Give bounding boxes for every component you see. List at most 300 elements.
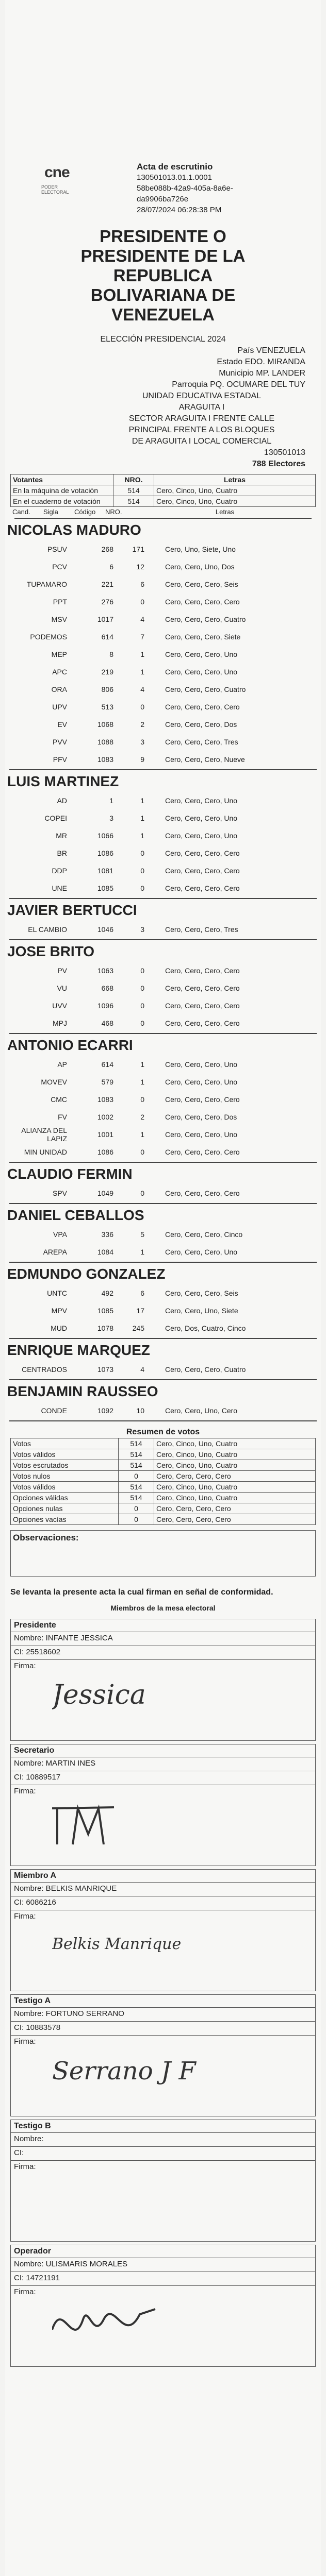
firma-label: Firma: — [14, 2037, 36, 2046]
resumen-title: Resumen de votos — [126, 1428, 200, 1436]
party-votes-letters: Cero, Cero, Cero, Cuatro — [165, 615, 246, 623]
table-cell: Votos válidos — [11, 1482, 119, 1493]
candidate-name: EDMUNDO GONZALEZ — [7, 1266, 166, 1282]
party-row — [5, 1226, 321, 1243]
party-votes: 0 — [140, 867, 144, 875]
closing-text: Se levanta la presente acta la cual firman en señal de conformidad. — [10, 1588, 273, 1597]
acta-paper — [5, 0, 321, 2576]
party-votes: 0 — [140, 1002, 144, 1010]
table-cell: 514 — [113, 496, 154, 507]
party-votes: 3 — [140, 925, 144, 934]
party-sigla: MR — [56, 832, 67, 840]
party-sigla: AREPA — [43, 1248, 67, 1256]
candidate-name: JAVIER BERTUCCI — [7, 902, 137, 918]
member-name: Nombre: BELKIS MANRIQUE — [11, 1883, 315, 1896]
divider — [9, 1420, 317, 1421]
party-votes-letters: Cero, Cero, Cero, Cero — [165, 967, 240, 975]
firma-label: Firma: — [14, 2162, 36, 2171]
votantes-table — [10, 474, 316, 507]
party-votes: 17 — [136, 1307, 144, 1315]
svg-text:Jessica: Jessica — [52, 1680, 146, 1710]
acta-header — [5, 14, 321, 354]
party-sigla: ALIANZA DEL LAPIZ — [21, 1126, 67, 1143]
candidate-name: BENJAMIN RAUSSEO — [7, 1383, 158, 1399]
candidate-name: LUIS MARTINEZ — [7, 773, 119, 789]
member-block — [10, 2120, 316, 2242]
column-header-row — [10, 507, 316, 517]
candidate-block — [5, 1383, 321, 1421]
party-sigla: AD — [57, 796, 67, 805]
table-cell: En la máquina de votación — [11, 485, 113, 496]
candidate-block — [5, 773, 321, 899]
member-ci: CI: 10889517 — [11, 1771, 315, 1785]
party-votes-letters: Cero, Cero, Cero, Cero — [165, 1148, 240, 1156]
party-sigla: VPA — [53, 1230, 67, 1239]
table-cell: Votos válidos — [11, 1449, 119, 1460]
party-row — [5, 879, 321, 897]
member-role: Testigo B — [11, 2120, 315, 2133]
party-votes-letters: Cero, Cero, Cero, Uno — [165, 814, 238, 822]
members-section — [5, 1619, 321, 2367]
party-code: 1068 — [97, 720, 113, 728]
party-code: 8 — [109, 650, 113, 658]
party-sigla: MPJ — [53, 1019, 67, 1027]
divider — [9, 1338, 317, 1339]
party-votes: 0 — [140, 984, 144, 992]
party-sigla: CENTRADOS — [22, 1365, 67, 1374]
table-row — [11, 1482, 316, 1493]
party-votes: 0 — [140, 1189, 144, 1197]
party-row — [5, 681, 321, 698]
candidate-name: JOSE BRITO — [7, 943, 95, 959]
party-code: 1081 — [97, 867, 113, 875]
member-name: Nombre: MARTIN INES — [11, 1757, 315, 1771]
party-votes: 2 — [140, 1113, 144, 1121]
party-votes-letters: Cero, Cero, Cero, Dos — [165, 1113, 237, 1121]
centro-name — [5, 391, 321, 447]
party-votes-letters: Cero, Cero, Cero, Uno — [165, 1130, 238, 1139]
party-votes-letters: Cero, Cero, Cero, Cero — [165, 1019, 240, 1027]
divider — [9, 1379, 317, 1380]
member-name: Nombre: ULISMARIS MORALES — [11, 2258, 315, 2272]
party-votes: 171 — [132, 545, 144, 553]
party-votes: 0 — [140, 1148, 144, 1156]
party-sigla: BR — [57, 849, 67, 857]
party-votes: 0 — [140, 598, 144, 606]
party-row — [5, 1091, 321, 1108]
divider — [9, 1033, 317, 1034]
party-votes-letters: Cero, Cero, Cero, Cero — [165, 1002, 240, 1010]
party-code: 513 — [101, 703, 113, 711]
party-votes-letters: Cero, Cero, Cero, Cuatro — [165, 1365, 246, 1374]
svg-text:Belkis Manrique: Belkis Manrique — [52, 1935, 182, 1953]
observaciones-label: Observaciones: — [13, 1533, 79, 1543]
resumen-table — [10, 1438, 316, 1525]
party-sigla: MPV — [51, 1307, 67, 1315]
signature-box — [11, 2161, 315, 2241]
centro-line: SECTOR ARAGUITA I FRENTE CALLE — [128, 414, 275, 423]
acta-id-block — [137, 161, 307, 215]
party-row — [5, 1243, 321, 1261]
party-votes-letters: Cero, Cero, Cero, Uno — [165, 1248, 238, 1256]
member-ci: CI: 6086216 — [11, 1896, 315, 1910]
party-votes: 4 — [140, 615, 144, 623]
party-row — [5, 809, 321, 827]
table-cell: Votos — [11, 1438, 119, 1449]
table-row — [11, 496, 316, 507]
logo-text: cne — [44, 164, 70, 181]
member-role: Presidente — [11, 1619, 315, 1632]
member-role: Operador — [11, 2245, 315, 2258]
party-sigla: UPV — [52, 703, 67, 711]
party-votes-letters: Cero, Cero, Cero, Cero — [165, 1189, 240, 1197]
party-row — [5, 663, 321, 681]
party-code: 614 — [101, 633, 113, 641]
party-sigla: MIN UNIDAD — [24, 1148, 67, 1156]
party-sigla: PFV — [53, 755, 67, 764]
party-sigla: PODEMOS — [30, 633, 67, 641]
member-block — [10, 1619, 316, 1741]
table-cell: Cero, Cero, Cero, Cero — [154, 1471, 316, 1482]
party-code: 614 — [101, 1060, 113, 1069]
party-code: 3 — [109, 814, 113, 822]
municipio: Municipio MP. LANDER — [219, 369, 305, 378]
firma-label: Firma: — [14, 1912, 36, 1921]
table-header: Letras — [154, 474, 316, 485]
table-cell: Cero, Cinco, Uno, Cuatro — [154, 1438, 316, 1449]
table-row — [11, 1503, 316, 1514]
party-row — [5, 540, 321, 558]
centro-line: DE ARAGUITA I LOCAL COMERCIAL — [132, 437, 272, 446]
party-row — [5, 1056, 321, 1073]
signature-box — [11, 1785, 315, 1866]
pais: País VENEZUELA — [237, 346, 305, 355]
party-sigla: COPEI — [44, 814, 67, 822]
party-sigla: AP — [57, 1060, 67, 1069]
firma-label: Firma: — [14, 1787, 36, 1795]
acta-code-line: 130501013.01.1.0001 — [137, 173, 212, 182]
signature-box — [11, 2286, 315, 2366]
candidate-name: CLAUDIO FERMIN — [7, 1166, 133, 1182]
party-votes-letters: Cero, Uno, Siete, Uno — [165, 545, 236, 553]
party-votes: 12 — [136, 563, 144, 571]
party-sigla: MUD — [51, 1324, 67, 1332]
party-code: 276 — [101, 598, 113, 606]
resumen-section — [5, 1427, 321, 1614]
party-sigla: APC — [52, 668, 67, 676]
candidate-name: NICOLAS MADURO — [7, 522, 141, 538]
acta-code-line: da9906ba726e — [137, 195, 189, 204]
party-row — [5, 827, 321, 844]
party-row — [5, 733, 321, 751]
centro-line: UNIDAD EDUCATIVA ESTADAL — [142, 392, 262, 400]
party-votes-letters: Cero, Cero, Uno, Dos — [165, 563, 235, 571]
party-row — [5, 558, 321, 575]
party-votes: 1 — [140, 650, 144, 658]
party-votes: 6 — [140, 580, 144, 588]
signature-box — [11, 1910, 315, 1991]
table-cell: 0 — [119, 1471, 154, 1482]
party-row — [5, 1014, 321, 1032]
party-votes: 1 — [140, 832, 144, 840]
party-sigla: CONDE — [41, 1406, 67, 1415]
party-row — [5, 1319, 321, 1337]
party-votes: 0 — [140, 884, 144, 892]
party-votes-letters: Cero, Cero, Cero, Cuatro — [165, 685, 246, 693]
party-sigla: CMC — [51, 1095, 67, 1104]
col-header: NRO. — [105, 508, 122, 516]
party-row — [5, 1143, 321, 1161]
party-sigla: PV — [57, 967, 67, 975]
table-cell: 514 — [119, 1449, 154, 1460]
party-row — [5, 792, 321, 809]
estado: Estado EDO. MIRANDA — [217, 358, 305, 366]
table-cell: Cero, Cinco, Uno, Cuatro — [154, 1449, 316, 1460]
party-code: 1086 — [97, 1148, 113, 1156]
party-code: 1066 — [97, 832, 113, 840]
member-ci: CI: 25518602 — [11, 1646, 315, 1660]
table-cell: 514 — [119, 1460, 154, 1471]
table-cell: Cero, Cinco, Uno, Cuatro — [154, 1493, 316, 1503]
party-votes-letters: Cero, Cero, Cero, Nueve — [165, 755, 245, 764]
party-code: 1001 — [97, 1130, 113, 1139]
mesa-title: Miembros de la mesa electoral — [110, 1604, 216, 1612]
signature-box — [11, 1660, 315, 1740]
party-votes: 1 — [140, 1060, 144, 1069]
party-row — [5, 1302, 321, 1319]
party-sigla: DDP — [52, 867, 67, 875]
party-code: 1049 — [97, 1189, 113, 1197]
party-votes-letters: Cero, Cero, Cero, Seis — [165, 580, 238, 588]
party-code: 1085 — [97, 1307, 113, 1315]
member-name: Nombre: FORTUNO SERRANO — [11, 2008, 315, 2022]
party-code: 1073 — [97, 1365, 113, 1374]
divider — [9, 1262, 317, 1263]
party-code: 806 — [101, 685, 113, 693]
acta-timestamp: 28/07/2024 06:28:38 PM — [137, 206, 222, 214]
member-role: Miembro A — [11, 1870, 315, 1883]
party-row — [5, 844, 321, 862]
party-sigla: MEP — [51, 650, 67, 658]
candidate-block — [5, 1207, 321, 1263]
party-votes-letters: Cero, Cero, Cero, Cero — [165, 867, 240, 875]
party-code: 492 — [101, 1289, 113, 1297]
party-votes-letters: Cero, Cero, Cero, Siete — [165, 633, 241, 641]
candidate-block — [5, 943, 321, 1034]
member-block — [10, 1994, 316, 2116]
party-code: 1 — [109, 796, 113, 805]
party-row — [5, 698, 321, 716]
party-row — [5, 1402, 321, 1419]
title-line: BOLIVARIANA DE — [90, 285, 236, 304]
table-row — [11, 1438, 316, 1449]
party-row — [5, 1284, 321, 1302]
party-code: 221 — [101, 580, 113, 588]
party-votes-letters: Cero, Cero, Cero, Cero — [165, 1095, 240, 1104]
party-row — [5, 1126, 321, 1143]
table-cell: Opciones vacías — [11, 1514, 119, 1525]
party-sigla: FV — [58, 1113, 67, 1121]
election-name: ELECCIÓN PRESIDENCIAL 2024 — [100, 335, 226, 344]
party-row — [5, 997, 321, 1014]
party-votes: 1 — [140, 1078, 144, 1086]
party-votes-letters: Cero, Cero, Cero, Uno — [165, 832, 238, 840]
candidate-block — [5, 1166, 321, 1204]
party-votes-letters: Cero, Cero, Cero, Tres — [165, 738, 238, 746]
candidate-block — [5, 1342, 321, 1380]
party-row — [5, 962, 321, 979]
party-sigla: MSV — [51, 615, 67, 623]
votantes-section — [5, 474, 321, 519]
party-code: 1083 — [97, 755, 113, 764]
table-row — [11, 1514, 316, 1525]
party-code: 219 — [101, 668, 113, 676]
candidate-name: DANIEL CEBALLOS — [7, 1207, 144, 1223]
party-code: 1083 — [97, 1095, 113, 1104]
member-name: Nombre: INFANTE JESSICA — [11, 1632, 315, 1646]
centro-code: 130501013 — [264, 448, 305, 457]
party-votes: 3 — [140, 738, 144, 746]
election-title — [5, 227, 321, 325]
col-header: Letras — [215, 508, 235, 516]
candidate-name: ANTONIO ECARRI — [7, 1037, 133, 1053]
top-margin — [5, 0, 321, 14]
candidate-name: ENRIQUE MARQUEZ — [7, 1342, 150, 1358]
party-votes: 1 — [140, 1130, 144, 1139]
table-cell: 0 — [119, 1503, 154, 1514]
table-cell: 514 — [119, 1438, 154, 1449]
party-votes: 0 — [140, 849, 144, 857]
party-votes-letters: Cero, Cero, Cero, Uno — [165, 1078, 238, 1086]
divider — [9, 898, 317, 899]
party-votes: 7 — [140, 633, 144, 641]
party-votes-letters: Cero, Cero, Cero, Cero — [165, 984, 240, 992]
party-votes: 1 — [140, 668, 144, 676]
party-code: 1046 — [97, 925, 113, 934]
title-line: REPUBLICA — [113, 266, 213, 285]
party-sigla: PCV — [52, 563, 67, 571]
candidate-block — [5, 522, 321, 770]
party-sigla: PVV — [52, 738, 67, 746]
title-line: PRESIDENTE O — [100, 227, 226, 246]
party-code: 579 — [101, 1078, 113, 1086]
signature-box — [11, 2036, 315, 2116]
party-row — [5, 646, 321, 663]
party-row — [5, 862, 321, 879]
member-block — [10, 1744, 316, 1866]
party-code: 468 — [101, 1019, 113, 1027]
acta-code-line: 58be088b-42a9-405a-8a6e- — [137, 184, 233, 193]
firma-label: Firma: — [14, 2287, 36, 2296]
party-votes-letters: Cero, Cero, Cero, Cero — [165, 598, 240, 606]
col-header: Código — [74, 508, 96, 516]
party-row — [5, 716, 321, 733]
party-votes: 2 — [140, 720, 144, 728]
table-row — [11, 1460, 316, 1471]
member-role: Secretario — [11, 1744, 315, 1757]
party-sigla: TUPAMARO — [26, 580, 67, 588]
divider — [14, 518, 312, 519]
divider — [9, 1203, 317, 1204]
party-code: 1088 — [97, 738, 113, 746]
table-cell: Cero, Cinco, Uno, Cuatro — [154, 1460, 316, 1471]
table-cell: Opciones válidas — [11, 1493, 119, 1503]
member-ci: CI: — [11, 2147, 315, 2161]
party-votes: 1 — [140, 814, 144, 822]
candidate-block — [5, 1266, 321, 1339]
party-votes: 5 — [140, 1230, 144, 1239]
member-ci: CI: 14721191 — [11, 2272, 315, 2286]
table-row — [11, 1493, 316, 1503]
party-votes-letters: Cero, Cero, Cero, Uno — [165, 668, 238, 676]
table-cell: Cero, Cinco, Uno, Cuatro — [154, 496, 316, 507]
table-row — [11, 485, 316, 496]
electores-count: 788 Electores — [252, 460, 305, 468]
party-code: 6 — [109, 563, 113, 571]
divider — [9, 939, 317, 940]
title-line: VENEZUELA — [111, 305, 215, 324]
firma-label: Firma: — [14, 1662, 36, 1670]
party-votes: 1 — [140, 796, 144, 805]
member-block — [10, 1869, 316, 1991]
table-header: NRO. — [113, 474, 154, 485]
party-code: 1063 — [97, 967, 113, 975]
candidate-block — [5, 902, 321, 940]
table-cell: Cero, Cero, Cero, Cero — [154, 1514, 316, 1525]
table-cell: 514 — [119, 1493, 154, 1503]
table-cell: Cero, Cinco, Uno, Cuatro — [154, 1482, 316, 1493]
party-row — [5, 593, 321, 611]
party-sigla: PSUV — [47, 545, 67, 553]
party-votes: 0 — [140, 967, 144, 975]
party-row — [5, 1361, 321, 1378]
centro-line: PRINCIPAL FRENTE A LOS BLOQUES — [128, 426, 275, 434]
party-sigla: EL CAMBIO — [28, 925, 67, 934]
party-row — [5, 751, 321, 768]
party-votes: 0 — [140, 1095, 144, 1104]
cne-logo — [41, 164, 83, 195]
acta-label: Acta de escrutinio — [137, 162, 213, 172]
party-code: 1084 — [97, 1248, 113, 1256]
centro-line: ARAGUITA I — [178, 403, 225, 412]
party-votes-letters: Cero, Cero, Cero, Cero — [165, 703, 240, 711]
party-votes: 1 — [140, 1248, 144, 1256]
party-row — [5, 1184, 321, 1202]
table-cell: Cero, Cero, Cero, Cero — [154, 1503, 316, 1514]
party-votes-letters: Cero, Cero, Cero, Uno — [165, 796, 238, 805]
party-votes: 4 — [140, 1365, 144, 1374]
divider — [9, 769, 317, 770]
party-votes: 10 — [136, 1406, 144, 1415]
party-votes-letters: Cero, Cero, Cero, Uno — [165, 1060, 238, 1069]
logo-subtitle: PODER ELECTORAL — [41, 184, 69, 195]
party-votes-letters: Cero, Cero, Cero, Cinco — [165, 1230, 243, 1239]
table-cell: 514 — [119, 1482, 154, 1493]
table-header-row — [11, 474, 316, 485]
svg-text:Serrano J F: Serrano J F — [52, 2057, 196, 2086]
divider — [9, 1162, 317, 1163]
party-row — [5, 979, 321, 997]
col-header: Cand. — [12, 508, 30, 516]
member-ci: CI: 10883578 — [11, 2022, 315, 2036]
party-code: 1085 — [97, 884, 113, 892]
party-row — [5, 611, 321, 628]
table-row — [11, 1449, 316, 1460]
party-row — [5, 1108, 321, 1126]
table-header: Votantes — [11, 474, 113, 485]
party-votes: 245 — [132, 1324, 144, 1332]
member-role: Testigo A — [11, 1995, 315, 2008]
